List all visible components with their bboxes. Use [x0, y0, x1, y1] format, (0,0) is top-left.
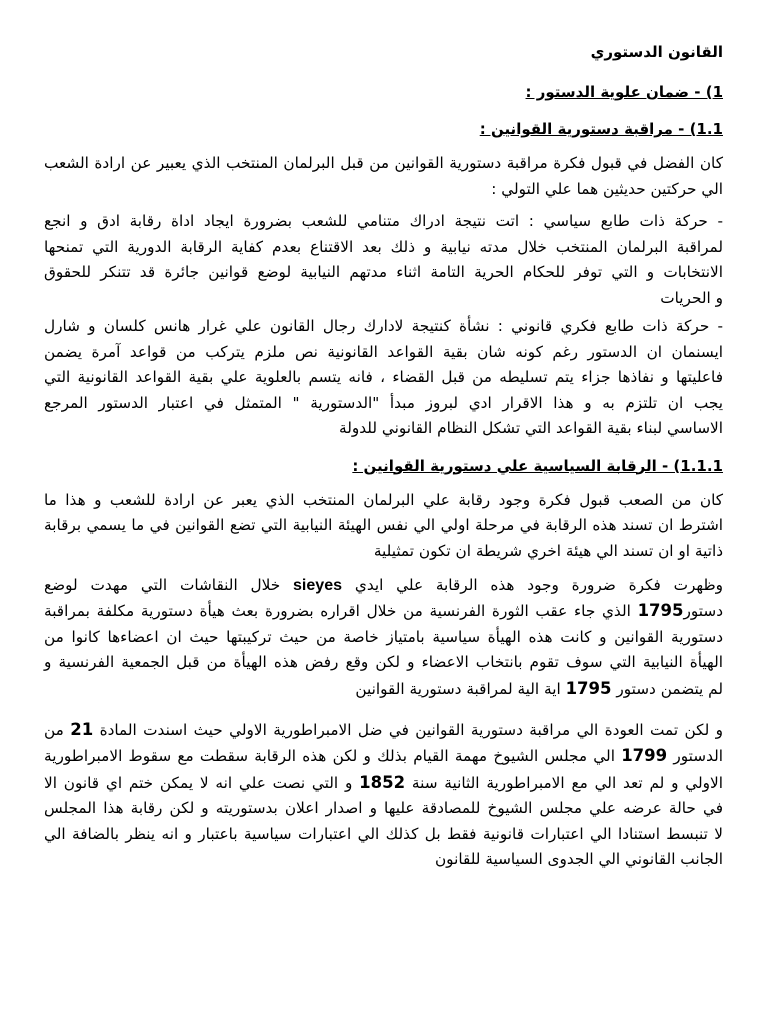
paragraph-difficulty: [44, 488, 723, 565]
year-number: 1799: [621, 746, 668, 765]
bullet-political-movement: [44, 209, 723, 311]
bullet-line: ايسنمان ان الدستور رغم كونه شان بقية القواعد القانونية نص ملزم يتركب من قواعد آمرة يضمن: [44, 342, 723, 361]
line-text: دستور: [683, 602, 723, 620]
line-text: الي مجلس الشيوخ مهمة القيام بذلك و لكن هذه الرقابة سقطت مع سقوط الامبراطورية: [44, 747, 622, 765]
section-heading-1-1: 1.1) - مراقبة دستورية القوانين :: [479, 120, 723, 138]
paragraph-line: الهيأة النيابية التي سوف تقوم بانتخاب الاعضاء و لكن وقع رفض هذه الهيأة من قبل الجمعية الفرنسية و: [44, 653, 723, 671]
section-heading-1: 1) - ضمان علوية الدستور :: [525, 83, 723, 101]
paragraph-line: كان من الصعب قبول فكرة وجود رقابة علي البرلمان المنتخب الذي يعبر عن ارادة للشعب و هذا ما: [44, 490, 723, 509]
bullet-line: - حركة ذات طابع فكري قانوني : نشأة كنتيجة لادارك رجال القانون علي غرار هانس كلسان و شارل: [44, 317, 723, 335]
emphasis-term: sieyes: [292, 575, 343, 594]
bullet-line: الانتخابات و التي توفر للحكام الحرية التامة اثناء مدتهم النيابية لوضع قوانين جائرة قد تتنكر للحقوق: [44, 263, 723, 281]
line-text: و لكن تمت العودة الي مراقبة دستورية القوانين في ضل الامبراطورية الاولي حيث اسندت المادة: [93, 720, 723, 739]
paragraph-line: [44, 743, 723, 770]
bullet-line: فاعليتها و نفاذها جزاء يتم تسليطه من قبل القضاء ، فانه يتسم بالعلوية علي بقية القواعد القانونية التي: [44, 368, 723, 386]
bullet-line: - حركة ذات طابع سياسي : اتت نتيجة ادراك متنامي للشعب بضرورة ايجاد اداة رقابة ادق و انجع: [44, 212, 723, 230]
year-number: 1852: [359, 772, 406, 792]
line-text: الاولي و لم تعد الي مع الامبراطورية الثانية سنة: [405, 773, 723, 792]
paragraph-line: دستورية القوانين و كانت هذه الهيأة سياسية بامتياز خاصة من حيث تركيبتها حيث ان اعضاءها كانوا من: [44, 627, 723, 646]
paragraph-sieyes: [44, 573, 723, 703]
paragraph-line: [44, 676, 723, 703]
intro-paragraph: [44, 151, 723, 202]
article-number: 21: [70, 719, 94, 739]
document-body: [44, 40, 723, 873]
paragraph-line: اشترط ان تسند هذه الرقابة في مرحلة اولي الي نفس الهيئة النيابية التي تضع القوانين في ما يسمي برقابة: [44, 516, 723, 534]
paragraph-line: لا تنبسط استنادا الي اعتبارات قانونية فقط بل كذلك الي اعتبارات سياسية باعتبار و انه ينظر بالضافة الي: [44, 824, 723, 843]
paragraph-line: [44, 573, 723, 599]
bullet-line: الاساسي لبناء بقية القواعد التي تشكل النظام القانوني للدولة: [339, 419, 723, 437]
paragraph-line: كان الفضل في قبول فكرة مراقبة دستورية القوانين من قبل البرلمان المنتخب الذي يعبير عن ارادة الشعب: [44, 154, 723, 172]
bullet-line: لمراقبة البرلمان المنتخب خلال مدته نيابية و ذلك بعد الاقتناع بعدم كفاية الرقابة الدورية التي تمنحها: [44, 237, 723, 256]
bullet-line: يجب ان تلتزم به و هذا الاقرار ادي لبروز مبدأ "الدستورية " المتمثل في اعتبار الدستور المرجع: [44, 393, 723, 412]
bullet-line: و الحريات: [660, 288, 723, 307]
section-heading-1-1-1: 1.1.1) - الرقابة السياسية علي دستورية القوانين :: [352, 456, 723, 475]
paragraph-line: الي حركتين حديثين هما علي التولي :: [491, 179, 723, 198]
line-text: اية الية لمراقبة دستورية القوانين: [355, 679, 566, 698]
paragraph-line: [44, 770, 723, 797]
paragraph-line: الجانب القانوني الي الجدوى السياسية للقانون: [434, 850, 723, 868]
paragraph-line: [44, 598, 723, 625]
document-title: القانون الدستوري: [590, 43, 723, 61]
line-text: وظهرت فكرة ضرورة وجود هذه الرقابة علي ايدي: [342, 575, 723, 594]
bullet-legal-movement: [44, 314, 723, 442]
line-text: خلال النقاشات التي مهدت لوضع: [44, 575, 293, 594]
paragraph-empire: [44, 717, 723, 873]
line-text: و التي نصت علي انه لا يمكن ختم اي قانون الا: [44, 773, 360, 792]
paragraph-line: في حالة عرضه علي مجلس الشيوخ للمصادقة عليها و اصدار اعلان بدستوريته و لكن رقابة هذا المجلس: [44, 799, 723, 817]
line-text: الذي جاء عقب الثورة الفرنسية من خلال اقراره بضرورة بعث هيأة دستورية مكلفة بمراقبة: [44, 602, 638, 620]
line-text: الدستور: [667, 747, 723, 765]
line-text: من: [44, 720, 71, 739]
year-number: 1795: [565, 678, 612, 698]
paragraph-line: ذاتية او ان تسند الي هيئة اخري شريطة ان تكون تمثيلية: [373, 541, 723, 560]
year-number: 1795: [637, 601, 684, 620]
paragraph-line: [44, 717, 723, 744]
line-text: لم يتضمن دستور: [611, 679, 723, 698]
